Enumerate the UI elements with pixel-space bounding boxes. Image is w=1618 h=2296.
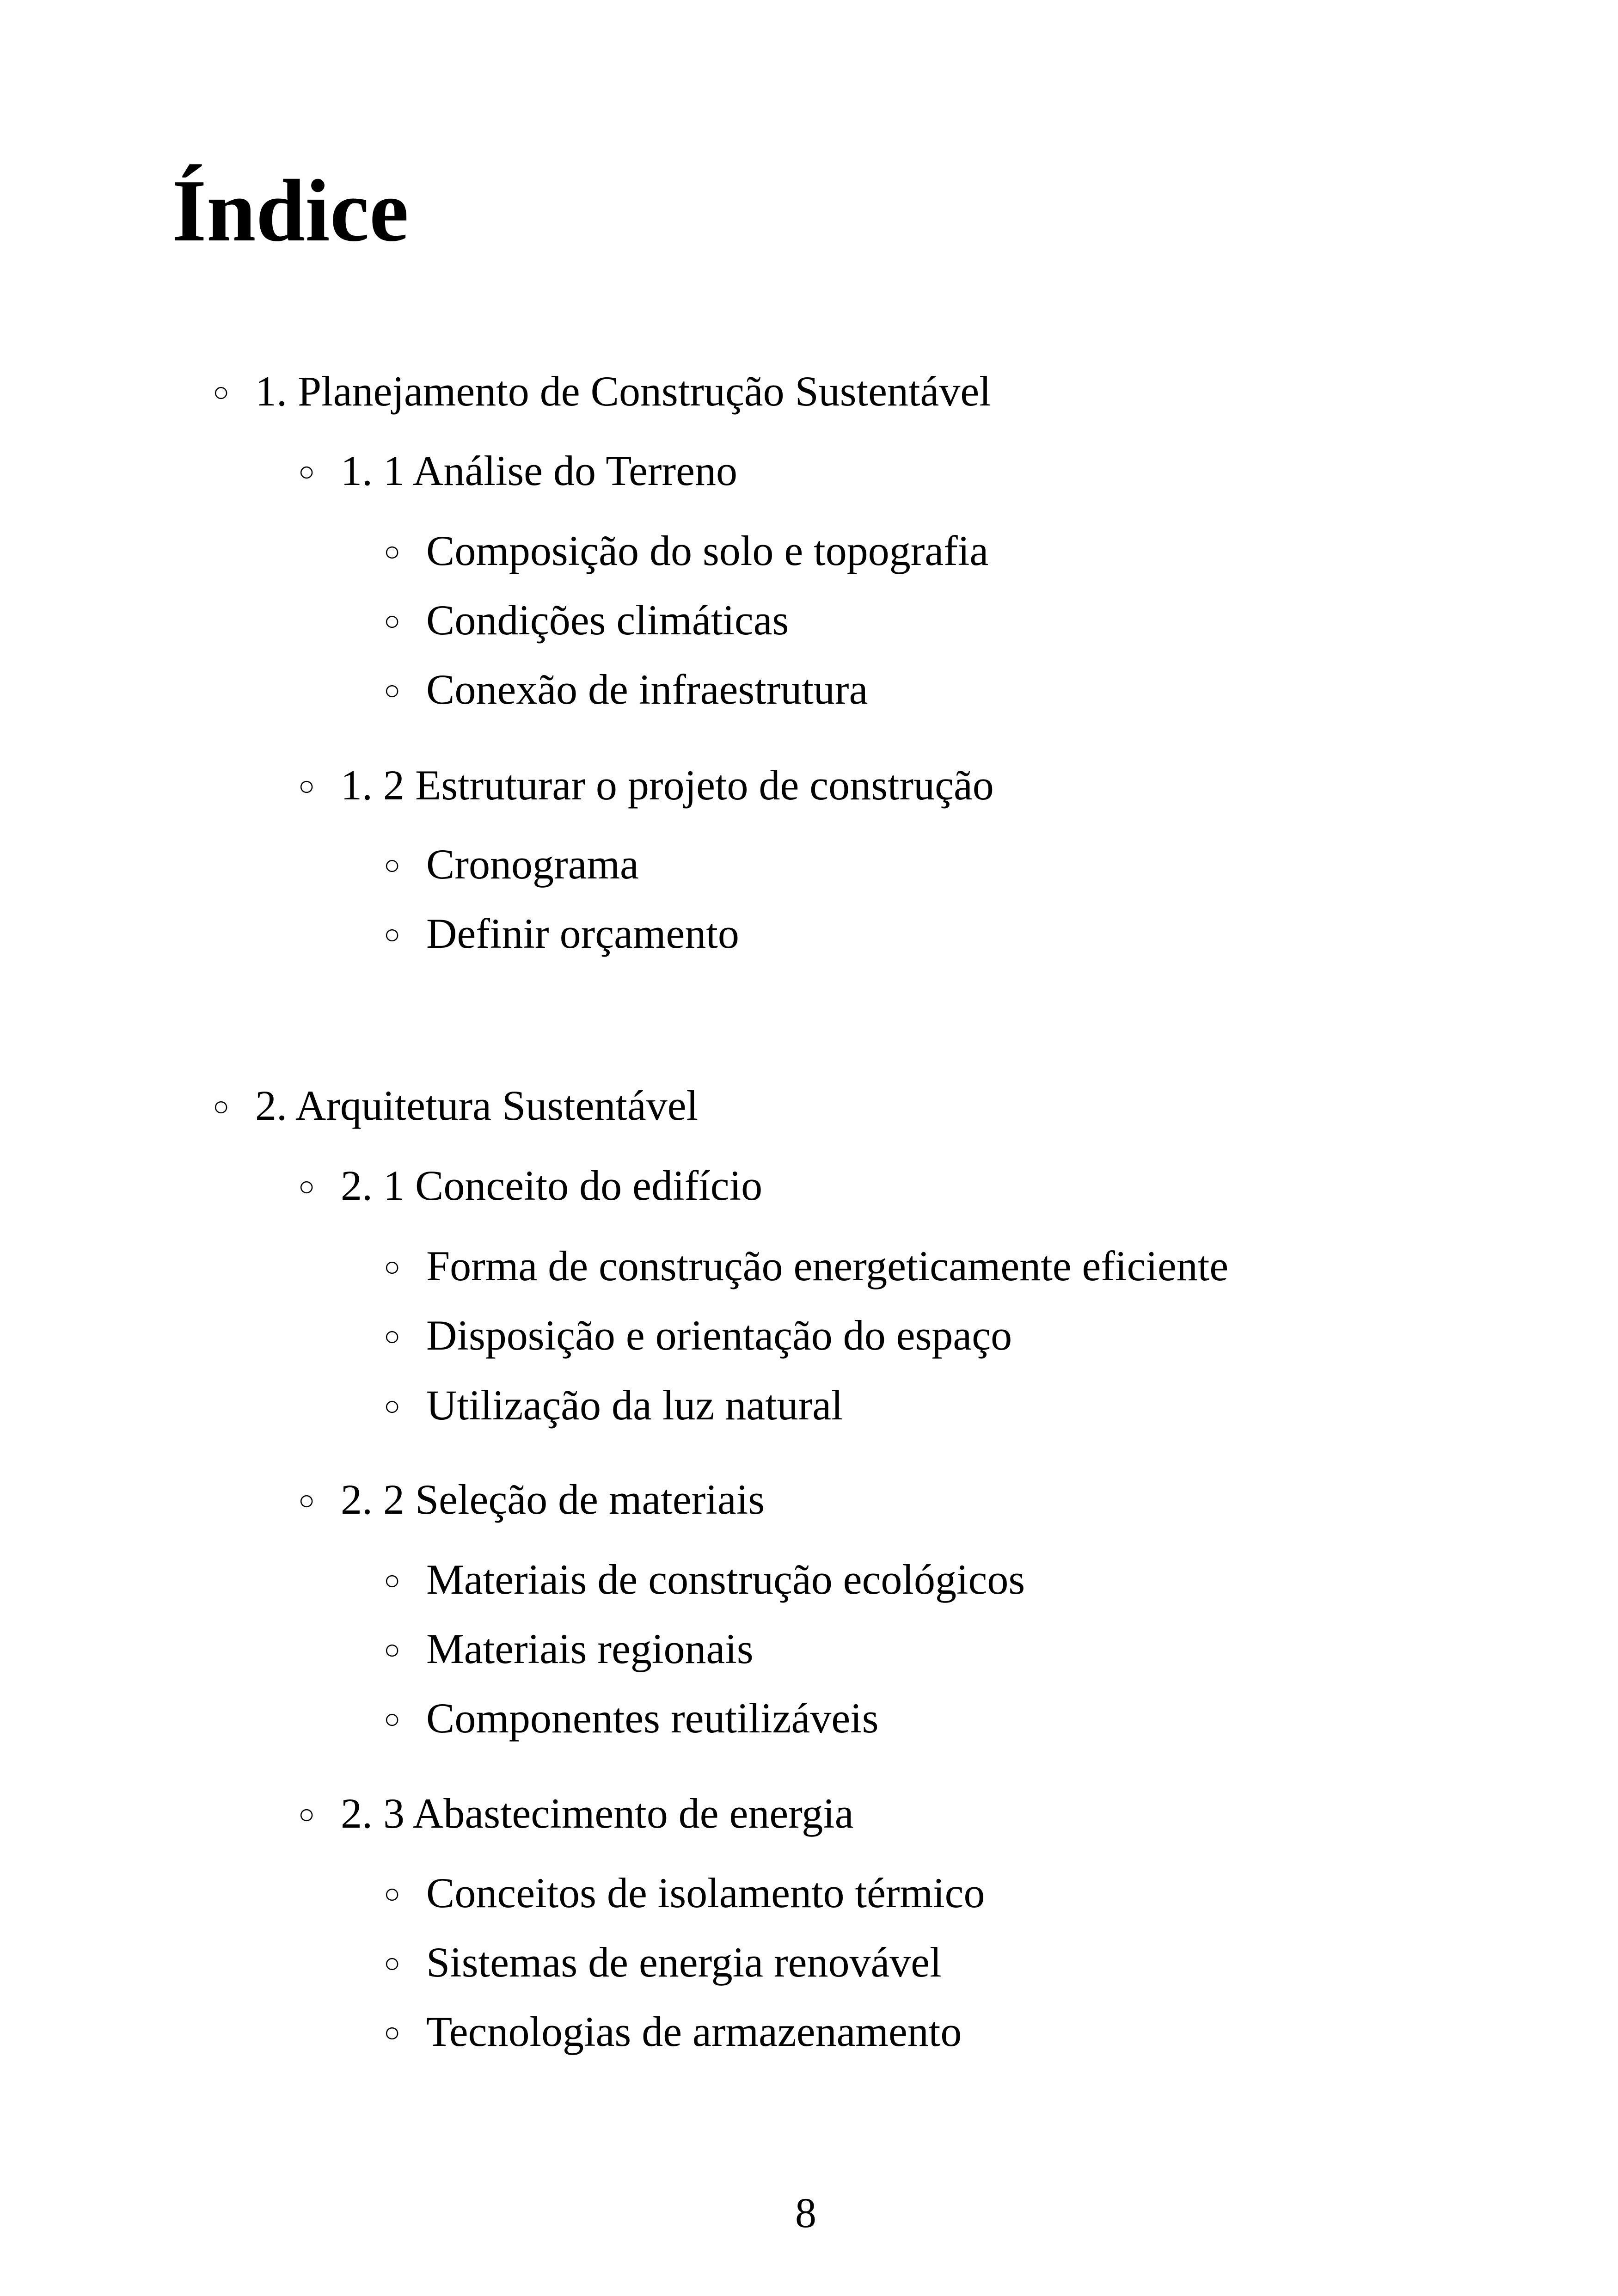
bullet-circle-icon: ○: [298, 1171, 315, 1202]
toc-item: [384, 1694, 879, 1742]
toc-item-label: Utilização da luz natural: [426, 1381, 843, 1429]
toc-subsection-2-3: [298, 1792, 854, 1835]
toc-subsection-1-1: [298, 449, 737, 492]
toc-subsection-label: 1. 2 Estruturar o projeto de construção: [341, 761, 994, 809]
toc-item: [384, 1558, 1025, 1601]
toc-item: [384, 668, 868, 711]
toc-item-label: Materiais de construção ecológicos: [426, 1556, 1025, 1603]
toc-item-label: Cronograma: [426, 841, 639, 888]
toc-section-2: [213, 1084, 698, 1127]
toc-item-label: Materiais regionais: [426, 1625, 754, 1672]
toc-item-label: Condições climáticas: [426, 596, 789, 644]
bullet-circle-icon: ○: [213, 376, 230, 407]
toc-subsection-label: 2. 3 Abastecimento de energia: [341, 1790, 854, 1837]
toc-item: [384, 529, 988, 572]
toc-item: [384, 1939, 942, 1986]
bullet-circle-icon: ○: [213, 1091, 230, 1122]
toc-item: [384, 2010, 962, 2053]
toc-item: [384, 1381, 843, 1429]
toc-item-label: Tecnologias de armazenamento: [426, 2008, 962, 2055]
toc-item: [384, 841, 639, 888]
bullet-circle-icon: ○: [384, 1947, 401, 1978]
toc-item: [384, 596, 789, 644]
bullet-circle-icon: ○: [298, 1485, 315, 1516]
toc-item: [384, 1869, 985, 1916]
toc-item-label: Componentes reutilizáveis: [426, 1694, 879, 1742]
bullet-circle-icon: ○: [384, 1320, 401, 1351]
bullet-circle-icon: ○: [384, 1390, 401, 1421]
toc-item-label: Conceitos de isolamento térmico: [426, 1869, 985, 1916]
toc-section-1: [213, 368, 991, 415]
bullet-circle-icon: ○: [384, 1565, 401, 1596]
toc-subsection-label: 2. 2 Seleção de materiais: [341, 1476, 765, 1523]
bullet-circle-icon: ○: [384, 1878, 401, 1909]
bullet-circle-icon: ○: [384, 849, 401, 880]
bullet-circle-icon: ○: [384, 919, 401, 950]
page-title: Índice: [172, 161, 409, 260]
page-number: 8: [795, 2189, 816, 2236]
toc-section-label: 2. Arquitetura Sustentável: [255, 1082, 699, 1129]
toc-item: [384, 1242, 1229, 1289]
bullet-circle-icon: ○: [384, 675, 401, 706]
bullet-circle-icon: ○: [384, 536, 401, 567]
bullet-circle-icon: ○: [298, 456, 315, 487]
toc-item-label: Conexão de infraestrutura: [426, 666, 868, 713]
toc-subsection-1-2: [298, 761, 994, 809]
bullet-circle-icon: ○: [384, 1634, 401, 1665]
bullet-circle-icon: ○: [298, 770, 315, 801]
toc-item: [384, 1627, 754, 1670]
bullet-circle-icon: ○: [384, 605, 401, 636]
bullet-circle-icon: ○: [298, 1799, 315, 1829]
toc-subsection-label: 2. 1 Conceito do edifício: [341, 1162, 763, 1209]
toc-item-label: Composição do solo e topografia: [426, 527, 989, 574]
toc-item: [384, 1314, 1012, 1357]
toc-item-label: Forma de construção energeticamente eficiente: [426, 1242, 1229, 1289]
toc-item-label: Sistemas de energia renovável: [426, 1939, 942, 1986]
toc-item: [384, 912, 739, 955]
toc-item-label: Definir orçamento: [426, 910, 739, 957]
toc-item-label: Disposição e orientação do espaço: [426, 1312, 1012, 1359]
bullet-circle-icon: ○: [384, 2017, 401, 2048]
toc-subsection-2-2: [298, 1478, 765, 1521]
toc-section-label: 1. Planejamento de Construção Sustentável: [255, 368, 991, 415]
bullet-circle-icon: ○: [384, 1251, 401, 1282]
toc-subsection-2-1: [298, 1164, 762, 1207]
bullet-circle-icon: ○: [384, 1703, 401, 1734]
toc-subsection-label: 1. 1 Análise do Terreno: [341, 447, 738, 494]
